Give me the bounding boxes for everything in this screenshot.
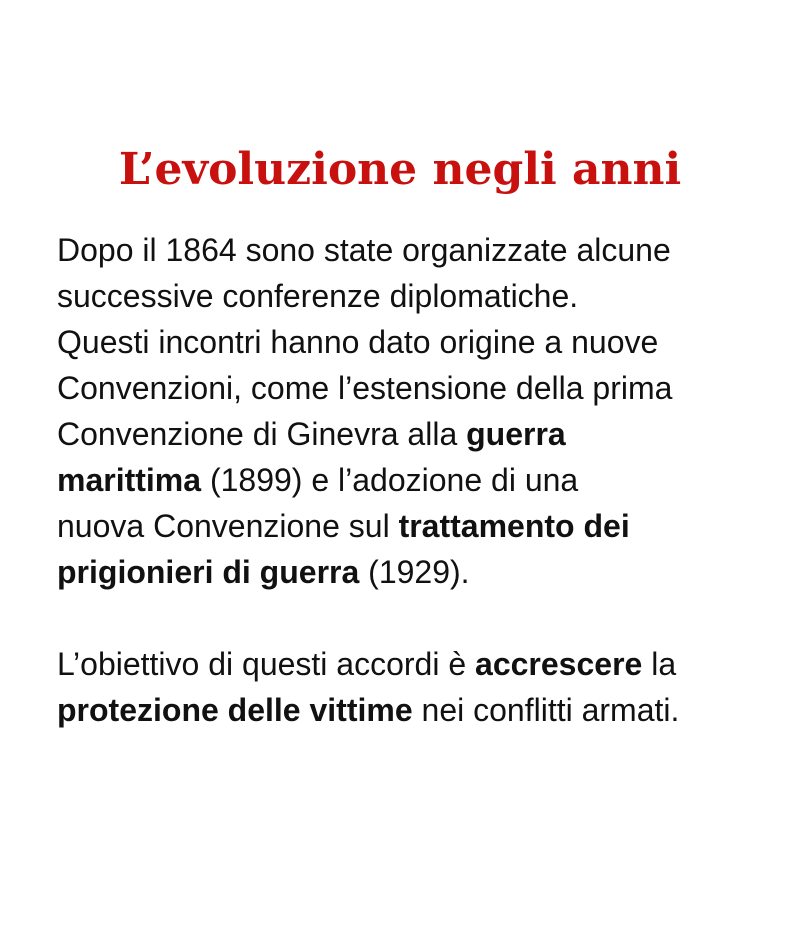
paragraph-line	[57, 687, 767, 733]
text-run: nuova Convenzione sul	[57, 508, 399, 544]
page-title: L’evoluzione negli anni	[118, 144, 682, 195]
paragraph-line	[57, 641, 767, 687]
text-run: L’obiettivo di questi accordi è	[57, 646, 476, 682]
bold-text-run: accrescere	[475, 646, 643, 682]
paragraph-line	[57, 503, 767, 549]
text-run: successive conferenze diplomatiche.	[57, 278, 579, 314]
body-text	[57, 227, 767, 733]
paragraph-line	[57, 319, 767, 365]
text-run: nei conflitti armati.	[412, 692, 680, 728]
paragraph-objective	[57, 641, 767, 733]
bold-text-run: marittima	[57, 462, 202, 498]
text-run: Dopo il 1864 sono state organizzate alcune	[57, 232, 671, 268]
text-run: (1929).	[359, 554, 470, 590]
paragraph-line	[57, 273, 767, 319]
paragraph-line	[57, 365, 767, 411]
text-run: (1899) e l’adozione di una	[201, 462, 579, 498]
paragraph-line	[57, 411, 767, 457]
text-run: Convenzioni, come l’estensione della prima	[57, 370, 673, 406]
bold-text-run: guerra	[466, 416, 566, 452]
paragraph-history	[57, 227, 767, 595]
bold-text-run: trattamento dei	[398, 508, 630, 544]
bold-text-run: protezione delle vittime	[57, 692, 413, 728]
bold-text-run: prigionieri di guerra	[57, 554, 360, 590]
text-run: Questi incontri hanno dato origine a nuove	[57, 324, 659, 360]
text-run: Convenzione di Ginevra alla	[57, 416, 467, 452]
paragraph-line	[57, 549, 767, 595]
paragraph-line	[57, 227, 767, 273]
paragraph-line	[57, 457, 767, 503]
text-run: la	[642, 646, 677, 682]
